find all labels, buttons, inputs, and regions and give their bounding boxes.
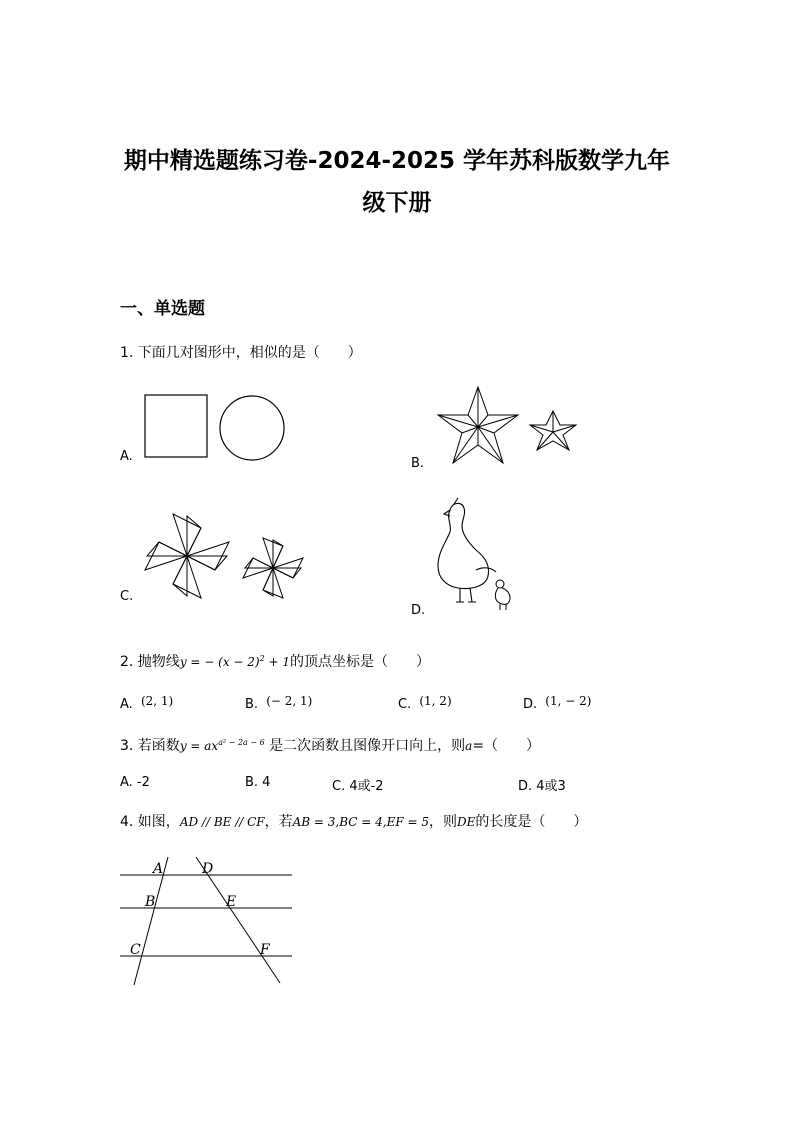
q4-condition-1: AD // BE // CF [179, 815, 265, 829]
label-e: E [226, 894, 237, 910]
q1-option-d-figure [432, 496, 532, 616]
q3-formula [180, 739, 265, 753]
q3-option-c: C. 4或‐2 [332, 779, 384, 794]
q2-option-b-value: (− 2, 1) [266, 694, 313, 708]
q2-option-c-label: C. [398, 697, 412, 712]
q4-mid: ，若 [264, 814, 293, 830]
q3-option-a: A. ‐2 [120, 775, 150, 790]
q2-option-c-value: (1, 2) [419, 694, 452, 708]
q1-option-c-figure [143, 512, 308, 602]
q2-formula-base: y = − (x − 2) [179, 655, 260, 669]
q1-option-a-label: A. [120, 449, 133, 464]
q1-option-b-figure [432, 383, 582, 473]
q4-prefix: 4. 如图， [120, 814, 180, 830]
q3-prefix: 3. 若函数 [120, 738, 180, 754]
large-goose-shape [438, 498, 496, 602]
q3-option-b: B. 4 [245, 775, 271, 790]
q2-option-a-label: A. [120, 697, 133, 712]
q3-variable: a [465, 739, 473, 753]
small-goose-shape [495, 580, 510, 610]
small-pinwheel-shape [243, 538, 303, 598]
q2-option-a [120, 694, 174, 712]
q4-parallel-lines-figure [118, 855, 298, 990]
question-1-stem: 1. 下面几对图形中，相似的是（ ） [120, 345, 362, 361]
q4-suffix: 的长度是（ ） [475, 814, 588, 830]
label-b: B [145, 894, 156, 910]
q2-option-a-value: (2, 1) [140, 694, 174, 708]
section-heading: 一、单选题 [120, 299, 205, 319]
page-title-line2: 级下册 [362, 190, 432, 216]
q2-formula-exponent: 2 [259, 654, 265, 663]
q2-option-d-value: (1, − 2) [545, 694, 592, 708]
q3-middle: 是二次函数且图像开口向上，则 [269, 738, 466, 754]
label-f: F [260, 942, 270, 958]
circle-shape [220, 396, 284, 460]
q4-variable: DE [457, 815, 476, 829]
label-c: C [130, 942, 141, 958]
q2-prefix: 2. 抛物线 [120, 654, 180, 670]
question-2-stem [120, 651, 430, 671]
page-title-line1: 期中精选题练习卷-2024-2025 学年苏科版数学九年 [123, 148, 671, 174]
q2-option-d [523, 694, 592, 712]
q1-option-c-label: C. [120, 589, 134, 604]
q2-suffix: 的顶点坐标是（ ） [290, 654, 431, 670]
q3-formula-base: y = ax [179, 739, 219, 753]
q4-condition-2: AB = 3,BC = 4,EF = 5 [292, 815, 430, 829]
q3-suffix: =（ ） [472, 738, 541, 754]
small-star-shape [530, 411, 576, 450]
question-3-stem [120, 735, 540, 755]
q3-formula-exponent: a² − 2a − 6 [218, 738, 265, 747]
label-a: A [153, 861, 164, 877]
q1-option-a-figure [140, 390, 290, 465]
q2-option-d-label: D. [523, 697, 538, 712]
large-pinwheel-shape [145, 514, 229, 598]
q2-option-b-label: B. [245, 697, 259, 712]
q2-formula-tail: + 1 [264, 655, 291, 669]
square-shape [145, 395, 207, 457]
q1-option-b-label: B. [411, 456, 425, 471]
question-4-stem [120, 811, 587, 831]
q2-option-c [398, 694, 452, 712]
label-d: D [202, 861, 214, 877]
q1-option-d-label: D. [411, 603, 426, 618]
q2-formula [180, 655, 290, 669]
q4-mid2: ，则 [429, 814, 458, 830]
q3-option-d: D. 4或3 [518, 779, 566, 794]
q2-option-b [245, 694, 313, 712]
large-star-shape [438, 387, 518, 463]
